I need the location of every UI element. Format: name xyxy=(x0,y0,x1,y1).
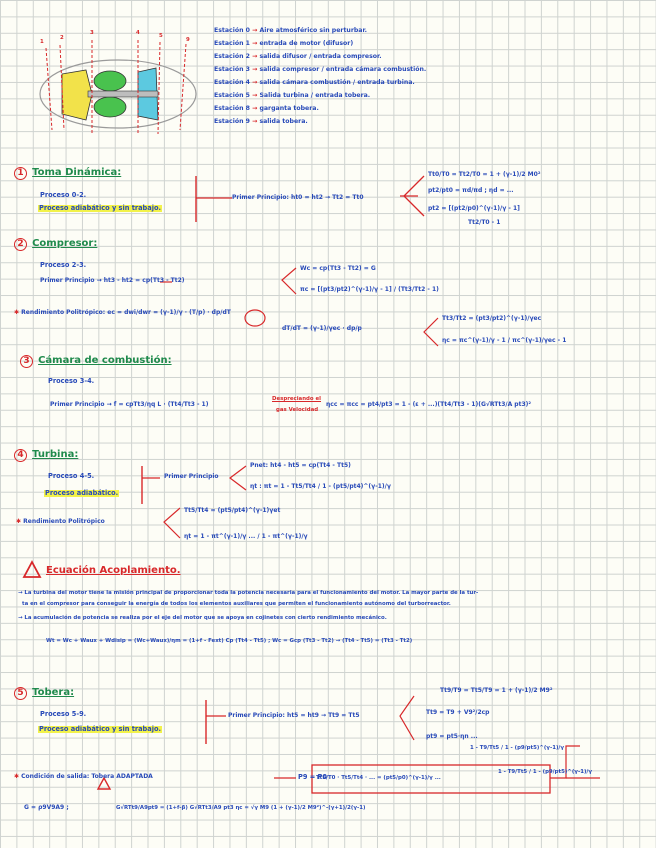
station-row: Estación 8 → garganta tobera. xyxy=(214,105,319,112)
station-row: Estación 1 → entrada de motor (difusor) xyxy=(214,40,354,47)
efficiency-eq: ηc = πc^(γ-1)/γ - 1 / πc^(γ-1)/γec - 1 xyxy=(442,337,567,344)
acoplamiento-equation: Wt = Wc + Waux + Wdisip = (Wc+Waux)/ηm = (1+f - Fext) Cp (Tt4 - Tt5) ; Wc = Gcp (Tt3 - Tt2) → (Tt4 - Tt5) = (Tt3 - Tt2) xyxy=(46,638,413,644)
turbine-work-eq: Pnet: ht4 - ht5 = cp(Tt4 - Tt5) xyxy=(250,462,351,469)
differential-eq: dT/dT = (γ-1)/γec · dp/p xyxy=(282,325,362,332)
process-note: Proceso adiabático y sin trabajo. xyxy=(39,725,162,733)
exit-condition-text: Condición de salida: Tobera ADAPTADA xyxy=(21,773,153,780)
mass-flow-parameter-eq: G√RTt9/A9pt9 = (1+f-β) G√RTt3/A9 pt3 ηc = √γ M9 (1 + (γ-1)/2 M9²)^-(γ+1)/2(γ-1) xyxy=(116,805,366,811)
station-label: Estación 9 xyxy=(214,118,250,125)
process-label: Proceso 0-2. xyxy=(40,191,87,199)
station-mark-1: 1 xyxy=(40,39,44,45)
process-note: Proceso adiabático y sin trabajo. xyxy=(39,204,162,212)
turbine-efficiency-eq: ηt : πt = 1 - Tt5/Tt4 / 1 - (pt5/pt4)^(γ-1)/γ xyxy=(250,483,391,490)
combustion-pressure-eq: ηcc = πcc = pt4/pt3 = 1 - (ε + ...)(Tt4/Tt3 - 1)(G√RTt3/A pt3)² xyxy=(326,401,532,408)
nozzle-result: 1 - T9/Tt5 / 1 - (p9/pt5)^(γ-1)/γ xyxy=(498,769,593,775)
process-label: Proceso 5-9. xyxy=(40,710,87,718)
first-principle: Primer Principio → f = cpTt3/ηq L · (Tt4/Tt3 - 1) xyxy=(50,401,209,408)
station-row: Estación 5 → Salida turbina / entrada tobera. xyxy=(214,92,371,99)
station-mark-5: 5 xyxy=(159,33,163,39)
first-principle: Primer Principio: ht5 = ht9 → Tt9 = Tt5 xyxy=(228,712,360,719)
acoplamiento-bullet-1b: ta en el compresor para conseguir la energía de todos los elementos auxiliares que permiten el funcionamiento autónomo del turborreactor. xyxy=(22,601,451,607)
section-number: 4 xyxy=(14,449,27,462)
station-label: Estación 5 xyxy=(214,92,250,99)
station-row: Estación 2 → salida difusor / entrada compresor. xyxy=(214,53,382,60)
polytropic-text: Rendimiento Politrópico: ec = dwi/dwr = (γ-1)/γ · (T/p) · dp/dT xyxy=(21,309,231,316)
note-despreciando: Despreciando el xyxy=(272,396,321,402)
acoplamiento-bullet-1: → La turbina del motor tiene la misión principal de proporcionar toda la potencia necesaria para el funcionamiento del motor. La mayor parte de la tur- xyxy=(18,590,479,596)
pressure-ratio-eq: πc = [(pt3/pt2)^(γ-1)/γ - 1] / (Tt3/Tt2 - 1) xyxy=(300,286,439,293)
station-mark-9: 9 xyxy=(186,37,190,43)
station-label: Estación 0 xyxy=(214,27,250,34)
acoplamiento-bullet-2: → La acumulación de potencia se realiza por el eje del motor que se apoya en cojinetes con cierto rendimiento mecánico. xyxy=(18,615,387,621)
station-label: Estación 1 xyxy=(214,40,250,47)
section-title: Compresor: xyxy=(32,238,98,249)
station-mark-2: 2 xyxy=(60,35,64,41)
section-number: 1 xyxy=(14,167,27,180)
acoplamiento-title: Ecuación Acoplamiento. xyxy=(46,565,181,576)
station-desc: salida compresor / entrada cámara combustión. xyxy=(259,66,427,73)
section-camara-header xyxy=(20,350,172,368)
station-mark-3: 3 xyxy=(90,30,94,36)
nozzle-relation-2: Tt9 = T9 + V9²/2cp xyxy=(426,709,490,716)
turbine-polytropic: ✱ Rendimiento Politrópico xyxy=(16,518,105,525)
pressure-equality: P9 = P0 xyxy=(298,773,327,781)
station-desc: Aire atmosférico sin perturbar. xyxy=(259,27,367,34)
section-toma-dinamica-header xyxy=(14,162,121,180)
nozzle-relation-4: 1 - T9/Tt5 / 1 - (p9/pt5)^(γ-1)/γ xyxy=(470,745,565,751)
polytropic-text: Rendimiento Politrópico xyxy=(23,518,105,525)
station-row: Estación 9 → salida tobera. xyxy=(214,118,308,125)
mass-flow-eq: G = ρ9V9A9 ; xyxy=(24,804,69,811)
nozzle-relation-1: Tt9/T9 = Tt5/T9 = 1 + (γ-1)/2 M9² xyxy=(440,687,553,694)
station-label: Estación 2 xyxy=(214,53,250,60)
section-compresor-header xyxy=(14,233,97,251)
section-number: 5 xyxy=(14,687,27,700)
note-velocidad: gas Velocidad xyxy=(276,407,319,413)
station-label: Estación 8 xyxy=(214,105,250,112)
station-desc: Salida turbina / entrada tobera. xyxy=(259,92,371,99)
first-principle: Primer Principio xyxy=(164,473,219,480)
section-tobera-header xyxy=(14,682,74,700)
first-principle: Primer Principio: ht0 = ht2 → Tt2 = Tt0 xyxy=(232,194,364,201)
section-number: 3 xyxy=(20,355,33,368)
station-desc: salida difusor / entrada compresor. xyxy=(259,53,382,60)
station-desc: entrada de motor (difusor) xyxy=(259,40,354,47)
process-label: Proceso 3-4. xyxy=(48,377,95,385)
station-desc: salida cámara combustión / entrada turbina. xyxy=(259,79,415,86)
boxed-equation: Tt5/T0 · Tt5/Tt4 · ... = (pt5/p0)^(γ-1)/γ ... xyxy=(316,775,441,781)
process-label: Proceso 2-3. xyxy=(40,261,87,269)
temperature-ratio-eq: Tt3/Tt2 = (pt3/pt2)^(γ-1)/γec xyxy=(442,315,542,322)
station-mark-4: 4 xyxy=(136,30,140,36)
relation-2: pt2/pt0 = πd/πd ; ηd = ... xyxy=(428,187,514,194)
section-title: Turbina: xyxy=(32,449,79,460)
first-principle: Primer Principio → ht3 - ht2 = cp(Tt3 - Tt2) xyxy=(40,277,185,284)
section-title: Tobera: xyxy=(32,687,75,698)
station-label: Estación 3 xyxy=(214,66,250,73)
polytropic-efficiency: ✱ Rendimiento Politrópico: ec = dwi/dwr = (γ-1)/γ · (T/p) · dp/dT xyxy=(14,309,231,316)
section-title: Cámara de combustión: xyxy=(38,355,172,366)
station-row: Estación 4 → salida cámara combustión / entrada turbina. xyxy=(214,79,415,86)
station-row: Estación 3 → salida compresor / entrada cámara combustión. xyxy=(214,66,427,73)
process-note: Proceso adiabático. xyxy=(45,489,119,497)
section-title: Toma Dinámica: xyxy=(32,167,122,178)
station-desc: salida tobera. xyxy=(259,118,308,125)
exit-condition: ✱ Condición de salida: Tobera ADAPTADA xyxy=(14,773,153,780)
station-desc: garganta tobera. xyxy=(259,105,319,112)
engine-diagram xyxy=(40,37,196,134)
relation-1: Tt0/T0 = Tt2/T0 = 1 + (γ-1)/2 M0² xyxy=(428,171,541,178)
turbine-temp-ratio-eq: Tt5/Tt4 = (pt5/pt4)^(γ-1)γet xyxy=(184,507,281,514)
section-number: 2 xyxy=(14,238,27,251)
station-row: Estación 0 → Aire atmosférico sin perturbar. xyxy=(214,27,367,34)
relation-3: pt2 = [(pt2/p0)^(γ-1)/γ - 1] xyxy=(428,205,520,212)
station-label: Estación 4 xyxy=(214,79,250,86)
nozzle-relation-3: pt9 = pt5·ηn ... xyxy=(426,733,478,740)
process-label: Proceso 4-5. xyxy=(48,472,95,480)
section-turbina-header xyxy=(14,444,78,462)
relation-4: Tt2/T0 - 1 xyxy=(468,219,501,226)
turbine-poly-eff-eq: ηt = 1 - πt^(γ-1)/γ ... / 1 - πt^(γ-1)/γ xyxy=(184,533,308,540)
work-eq: Wc = cp(Tt3 - Tt2) = G xyxy=(300,265,376,272)
